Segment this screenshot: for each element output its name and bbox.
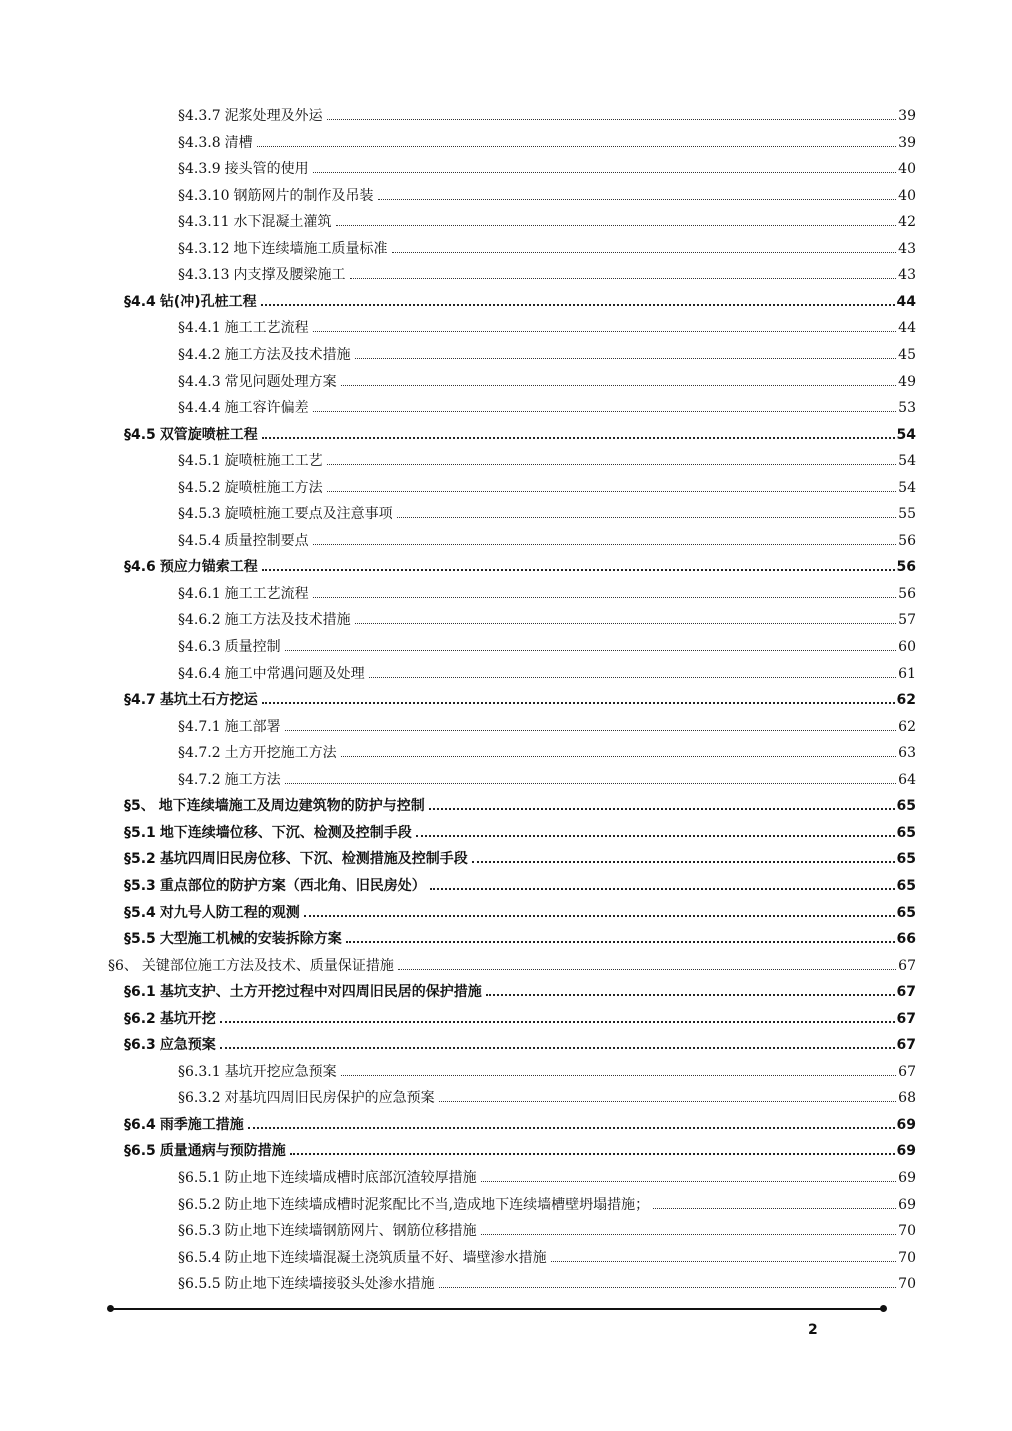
toc-section-number: §5.3 <box>124 877 156 894</box>
toc-entry[interactable] <box>108 955 916 977</box>
toc-section-number: §6.3 <box>124 1037 156 1054</box>
toc-entry[interactable] <box>124 928 916 950</box>
toc-entry[interactable] <box>178 716 916 738</box>
toc-section-number: §4.3.13 <box>178 267 230 284</box>
toc-dot-leader <box>355 357 896 359</box>
toc-title: 接头管的使用 <box>224 161 309 178</box>
toc-title: 地下连续墙施工质量标准 <box>233 240 388 257</box>
toc-dot-leader <box>481 1180 896 1182</box>
toc-section-number: §6.3.1 <box>178 1063 221 1080</box>
toc-entry[interactable] <box>124 1114 916 1136</box>
toc-dot-leader <box>248 1126 895 1129</box>
toc-title: 基坑支护、土方开挖过程中对四周旧民居的保护措施 <box>159 984 482 1001</box>
toc-page-number: 42 <box>898 214 916 231</box>
toc-dot-leader <box>378 198 896 200</box>
toc-entry[interactable] <box>178 344 916 366</box>
toc-section-number: §4.5.1 <box>178 453 221 470</box>
toc-section-number: §5.5 <box>124 931 156 948</box>
toc-section-number: §4.3.9 <box>178 161 221 178</box>
toc-dot-leader <box>262 701 895 704</box>
toc-title: 重点部位的防护方案（西北角、旧民房处） <box>159 877 426 894</box>
toc-section-number: §4.4.3 <box>178 373 221 390</box>
toc-dot-leader <box>220 1020 895 1023</box>
toc-dot-leader <box>313 543 896 545</box>
toc-title: 基坑开挖应急预案 <box>224 1063 337 1080</box>
toc-dot-leader <box>220 1046 895 1049</box>
toc-section-number: §6、 <box>108 957 138 974</box>
toc-page-number: 67 <box>896 1010 916 1027</box>
toc-entry[interactable] <box>178 1220 916 1242</box>
toc-page-number: 53 <box>898 400 916 417</box>
toc-section-number: §4.4 <box>124 293 156 310</box>
toc-page-number: 69 <box>898 1170 916 1186</box>
toc-entry[interactable] <box>178 583 916 605</box>
toc-entry[interactable] <box>178 158 916 180</box>
toc-page-number: 65 <box>896 877 916 894</box>
toc-entry[interactable] <box>124 556 916 578</box>
toc-title: 施工部署 <box>224 718 281 735</box>
toc-dot-leader <box>261 303 895 306</box>
toc-page-number: 54 <box>896 426 916 443</box>
toc-title: 施工工艺流程 <box>224 320 309 337</box>
footer-divider <box>110 1308 884 1310</box>
toc-title: 质量控制 <box>224 639 281 655</box>
toc-title: 清槽 <box>224 134 253 151</box>
toc-entry[interactable] <box>178 663 916 685</box>
footer-divider-right-dot <box>880 1305 887 1312</box>
toc-page-number: 66 <box>896 931 916 948</box>
toc-entry[interactable] <box>178 1247 916 1269</box>
toc-title: 内支撑及腰梁施工 <box>233 267 346 284</box>
toc-entry[interactable] <box>178 742 916 764</box>
toc-title: 防止地下连续墙成槽时底部沉渣较厚措施 <box>224 1170 477 1186</box>
toc-section-number: §4.3.8 <box>178 134 221 151</box>
toc-dot-leader <box>439 1100 896 1102</box>
toc-title: 施工方法及技术措施 <box>224 612 351 629</box>
toc-dot-leader <box>285 782 896 784</box>
toc-entry[interactable] <box>124 291 916 313</box>
toc-title: 旋喷桩施工方法 <box>224 479 323 496</box>
toc-section-number: §4.5.2 <box>178 479 221 496</box>
toc-entry[interactable] <box>124 981 916 1003</box>
toc-section-number: §6.5 <box>124 1143 156 1160</box>
toc-dot-leader <box>341 1074 896 1076</box>
toc-page-number: 64 <box>898 771 916 788</box>
toc-title: 预应力锚索工程 <box>159 559 258 576</box>
toc-page-number: 69 <box>898 1196 916 1213</box>
toc-page-number: 68 <box>898 1090 916 1107</box>
toc-dot-leader <box>285 729 896 731</box>
toc-title: 防止地下连续墙钢筋网片、钢筋位移措施 <box>224 1223 477 1240</box>
toc-page-number: 62 <box>898 718 916 735</box>
toc-title: 防止地下连续墙成槽时泥浆配比不当,造成地下连续墙槽壁坍塌措施； <box>224 1196 650 1213</box>
toc-dot-leader <box>327 490 896 492</box>
toc-page-number: 67 <box>896 984 916 1001</box>
toc-page-number: 54 <box>898 453 916 470</box>
toc-title: 常见问题处理方案 <box>224 373 337 390</box>
toc-section-number: §4.6.2 <box>178 612 221 629</box>
toc-dot-leader <box>430 887 895 890</box>
toc-title: 雨季施工措施 <box>159 1116 244 1133</box>
toc-dot-leader <box>472 860 895 863</box>
toc-section-number: §4.3.12 <box>178 240 230 257</box>
toc-section-number: §4.5.3 <box>178 506 221 523</box>
toc-page-number: 67 <box>896 1037 916 1054</box>
toc-entry[interactable] <box>178 530 916 552</box>
toc-entry[interactable] <box>178 317 916 339</box>
toc-entry[interactable] <box>178 397 916 419</box>
toc-page-number: 56 <box>898 585 916 602</box>
toc-entry[interactable] <box>124 1034 916 1056</box>
toc-dot-leader <box>350 277 896 279</box>
toc-dot-leader <box>416 834 895 837</box>
toc-title: 施工工艺流程 <box>224 585 309 602</box>
toc-section-number: §6.5.2 <box>178 1196 221 1213</box>
toc-entry[interactable] <box>124 822 916 844</box>
toc-title: 水下混凝土灌筑 <box>233 214 332 231</box>
toc-title: 旋喷桩施工要点及注意事项 <box>224 506 393 523</box>
toc-section-number: §5.4 <box>124 904 156 921</box>
toc-section-number: §5.2 <box>124 851 156 868</box>
toc-page-number: 65 <box>896 824 916 841</box>
toc-section-number: §6.5.4 <box>178 1249 221 1266</box>
toc-page-number: 69 <box>896 1143 916 1160</box>
toc-entry[interactable] <box>124 1140 916 1162</box>
toc-page-number: 63 <box>898 745 916 762</box>
toc-section-number: §5、 <box>124 798 155 815</box>
toc-title: 钢筋网片的制作及吊装 <box>233 187 374 204</box>
toc-dot-leader <box>392 251 896 253</box>
toc-page-number: 55 <box>898 506 916 523</box>
toc-section-number: §4.6.3 <box>178 639 221 655</box>
toc-title: 土方开挖施工方法 <box>224 745 337 762</box>
toc-dot-leader <box>336 224 896 226</box>
toc-title: 质量通病与预防措施 <box>159 1143 286 1160</box>
toc-page-number: 40 <box>898 187 916 204</box>
toc-section-number: §4.7.2 <box>178 771 221 788</box>
toc-section-number: §4.3.7 <box>178 108 221 124</box>
toc-page-number: 45 <box>898 346 916 363</box>
toc-page-number: 39 <box>898 108 916 124</box>
toc-section-number: §4.7 <box>124 692 156 709</box>
toc-entry[interactable] <box>178 371 916 393</box>
toc-section-number: §6.4 <box>124 1116 156 1133</box>
toc-page-number: 54 <box>898 479 916 496</box>
toc-section-number: §5.1 <box>124 824 156 841</box>
toc-entry[interactable] <box>178 1273 916 1295</box>
toc-dot-leader <box>341 755 896 757</box>
toc-page-number: 44 <box>898 320 916 337</box>
toc-title: 施工方法 <box>224 771 281 788</box>
toc-dot-leader <box>369 676 896 678</box>
toc-title: 应急预案 <box>159 1037 216 1054</box>
toc-section-number: §4.7.2 <box>178 745 221 762</box>
toc-page-number: 43 <box>898 240 916 257</box>
toc-section-number: §4.6.1 <box>178 585 221 602</box>
toc-section-number: §6.2 <box>124 1010 156 1027</box>
toc-page-number: 57 <box>898 612 916 629</box>
toc-dot-leader <box>398 968 896 970</box>
toc-section-number: §4.6.4 <box>178 665 221 682</box>
toc-page-number: 61 <box>898 665 916 682</box>
toc-entry[interactable] <box>124 1008 916 1030</box>
toc-title: 施工方法及技术措施 <box>224 346 351 363</box>
toc-entry[interactable] <box>178 1061 916 1083</box>
toc-dot-leader <box>257 145 896 147</box>
toc-entry[interactable] <box>178 609 916 631</box>
toc-title: 地下连续墙位移、下沉、检测及控制手段 <box>159 824 412 841</box>
toc-page-number: 43 <box>898 267 916 284</box>
toc-dot-leader <box>327 118 896 120</box>
toc-title: 地下连续墙施工及周边建筑物的防护与控制 <box>158 798 425 815</box>
toc-section-number: §4.4.4 <box>178 400 221 417</box>
toc-entry[interactable] <box>178 238 916 260</box>
toc-entry[interactable] <box>178 211 916 233</box>
toc-dot-leader <box>551 1260 896 1262</box>
toc-page-number: 56 <box>898 532 916 549</box>
toc-page-number: 56 <box>896 559 916 576</box>
toc-entry[interactable] <box>124 902 916 924</box>
toc-page-number: 60 <box>898 639 916 655</box>
toc-title: 质量控制要点 <box>224 532 309 549</box>
toc-title: 基坑土石方挖运 <box>159 692 258 709</box>
toc-page-number: 65 <box>896 851 916 868</box>
toc-section-number: §4.7.1 <box>178 718 221 735</box>
toc-entry[interactable] <box>178 1167 916 1189</box>
toc-section-number: §4.5 <box>124 426 156 443</box>
toc-section-number: §4.3.10 <box>178 187 230 204</box>
toc-dot-leader <box>481 1233 896 1235</box>
toc-entry[interactable] <box>124 875 916 897</box>
toc-entry[interactable] <box>124 424 916 446</box>
toc-section-number: §4.5.4 <box>178 532 221 549</box>
toc-dot-leader <box>313 410 896 412</box>
toc-entry[interactable] <box>178 1194 916 1216</box>
toc-dot-leader <box>486 993 895 996</box>
toc-title: 施工容许偏差 <box>224 400 309 417</box>
toc-page-number: 40 <box>898 161 916 178</box>
toc-entry[interactable] <box>124 795 916 817</box>
toc-dot-leader <box>346 940 895 943</box>
toc-dot-leader <box>429 807 895 810</box>
toc-title: 旋喷桩施工工艺 <box>224 453 323 470</box>
toc-entry[interactable] <box>178 450 916 472</box>
toc-page-number: 70 <box>898 1223 916 1240</box>
toc-title: 施工中常遇问题及处理 <box>224 665 365 682</box>
toc-title: 关键部位施工方法及技术、质量保证措施 <box>141 957 394 974</box>
toc-title: 对基坑四周旧民房保护的应急预案 <box>224 1090 435 1107</box>
toc-dot-leader <box>355 622 896 624</box>
toc-page-number: 70 <box>898 1249 916 1266</box>
toc-section-number: §4.4.1 <box>178 320 221 337</box>
toc-section-number: §6.5.5 <box>178 1276 221 1293</box>
toc-entry[interactable] <box>124 689 916 711</box>
toc-title: 基坑开挖 <box>159 1010 216 1027</box>
toc-page-number: 70 <box>898 1276 916 1293</box>
toc-entry[interactable] <box>178 185 916 207</box>
toc-section-number: §4.4.2 <box>178 346 221 363</box>
toc-dot-leader <box>341 384 896 386</box>
toc-section-number: §4.3.11 <box>178 214 230 231</box>
toc-entry[interactable] <box>178 477 916 499</box>
toc-title: 防止地下连续墙接驳头处渗水措施 <box>224 1276 435 1293</box>
toc-dot-leader <box>262 436 895 439</box>
toc-page-number: 62 <box>896 692 916 709</box>
toc-entry[interactable] <box>178 105 916 127</box>
toc-entry[interactable] <box>178 636 916 658</box>
toc-dot-leader <box>304 914 895 917</box>
toc-page-number: 67 <box>898 1063 916 1080</box>
toc-title: 对九号人防工程的观测 <box>159 904 300 921</box>
toc-page-number: 39 <box>898 134 916 151</box>
footer-divider-left-dot <box>107 1305 114 1312</box>
toc-dot-leader <box>397 516 896 518</box>
toc-section-number: §6.3.2 <box>178 1090 221 1107</box>
toc-dot-leader <box>290 1152 895 1155</box>
toc-entry[interactable] <box>178 264 916 286</box>
toc-entry[interactable] <box>178 132 916 154</box>
toc-page-number: 65 <box>896 904 916 921</box>
toc-title: 泥浆处理及外运 <box>224 108 323 124</box>
toc-title: 大型施工机械的安装拆除方案 <box>159 931 342 948</box>
toc-page-number: 69 <box>896 1116 916 1133</box>
toc-title: 基坑四周旧民房位移、下沉、检测措施及控制手段 <box>159 851 468 868</box>
toc-dot-leader <box>313 330 896 332</box>
toc-title: 防止地下连续墙混凝土浇筑质量不好、墙壁渗水措施 <box>224 1249 547 1266</box>
toc-entry[interactable] <box>124 848 916 870</box>
toc-title: 双管旋喷桩工程 <box>159 426 258 443</box>
toc-page-number: 49 <box>898 373 916 390</box>
toc-entry[interactable] <box>178 769 916 791</box>
toc-page-number: 65 <box>896 798 916 815</box>
toc-dot-leader <box>262 568 895 571</box>
toc-entry[interactable] <box>178 503 916 525</box>
toc-title: 钻(冲)孔桩工程 <box>159 293 257 310</box>
toc-dot-leader <box>313 171 896 173</box>
toc-entry[interactable] <box>178 1087 916 1109</box>
page-number: 2 <box>808 1322 818 1338</box>
toc-section-number: §6.1 <box>124 984 156 1001</box>
toc-dot-leader <box>653 1207 896 1209</box>
toc-dot-leader <box>327 463 896 465</box>
toc-section-number: §4.6 <box>124 559 156 576</box>
toc-section-number: §6.5.1 <box>178 1170 221 1186</box>
toc-page-number: 67 <box>898 957 916 974</box>
toc-dot-leader <box>439 1286 896 1288</box>
toc-dot-leader <box>285 649 896 651</box>
toc-dot-leader <box>313 596 896 598</box>
toc-page-number: 44 <box>896 293 916 310</box>
toc-section-number: §6.5.3 <box>178 1223 221 1240</box>
